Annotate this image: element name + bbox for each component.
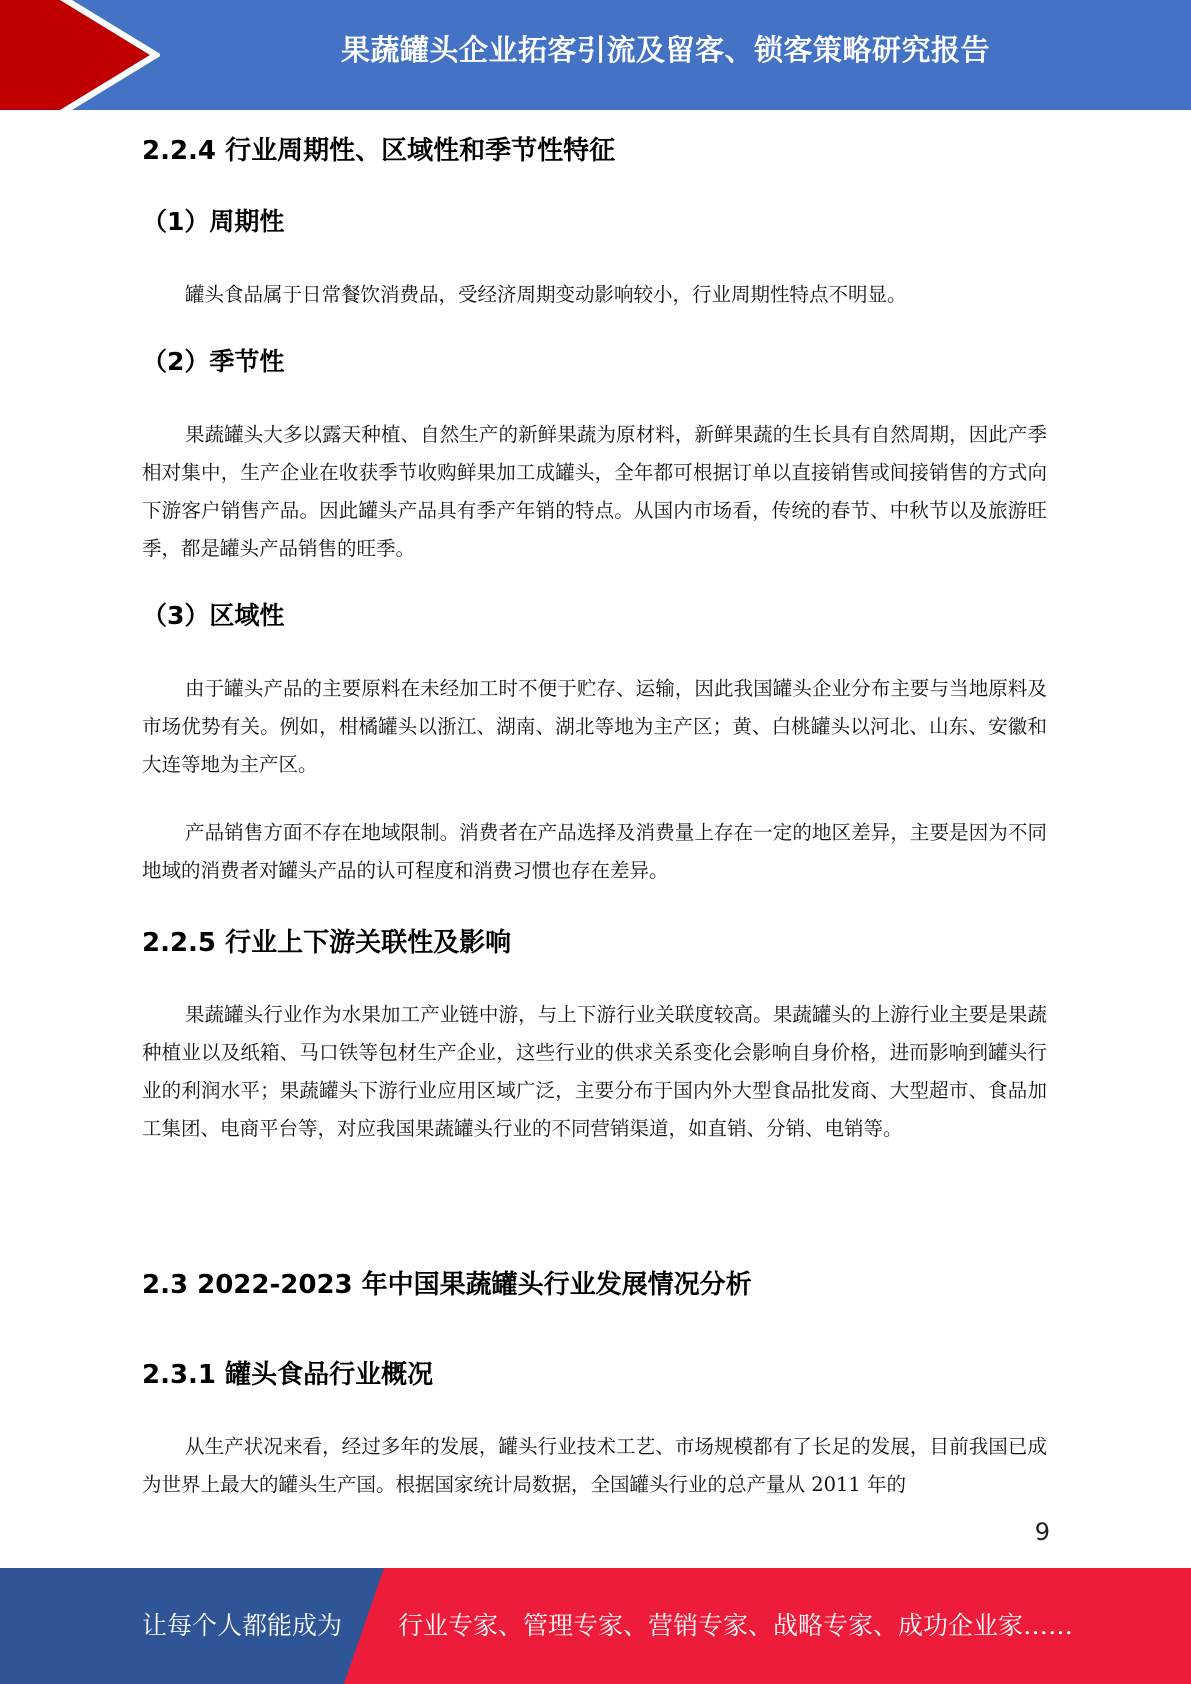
header-arrow-decoration [0,0,160,110]
footer-slogan-right: 行业专家、管理专家、营销专家、战略专家、成功企业家…… [398,1611,1074,1640]
subheading-seasonality: （2）季节性 [142,347,285,376]
section-heading-2-3-1: 2.3.1 罐头食品行业概况 [142,1360,434,1390]
subheading-regionality: （3）区域性 [142,601,285,630]
section-heading-2-3: 2.3 2022-2023 年中国果蔬罐头行业发展情况分析 [142,1270,752,1300]
report-title: 果蔬罐头企业拓客引流及留客、锁客策略研究报告 [340,33,990,67]
paragraph-seasonality: 果蔬罐头大多以露天种植、自然生产的新鲜果蔬为原材料，新鲜果蔬的生长具有自然周期，因此产季相对集中，生产企业在收获季节收购鲜果加工成罐头，全年都可根据订单以直接销售或间接销售的方式向下游客户销售产品。因此罐头产品具有季产年销的特点。从国内市场看，传统的春节、中秋节以及旅游旺季，都是罐头产品销售的旺季。 [142,423,1047,560]
page-header [0,0,1191,110]
paragraph-regionality-2: 产品销售方面不存在地域限制。消费者在产品选择及消费量上存在一定的地区差异，主要是因为不同地域的消费者对罐头产品的认可程度和消费习惯也存在差异。 [142,821,1047,882]
subheading-cyclicality: （1）周期性 [142,207,285,236]
page-footer [0,1568,1191,1684]
section-heading-2-2-4: 2.2.4 行业周期性、区域性和季节性特征 [142,136,616,166]
page-number: 9 [1034,1518,1050,1546]
section-heading-2-2-5: 2.2.5 行业上下游关联性及影响 [142,928,512,958]
paragraph-regionality-1: 由于罐头产品的主要原料在未经加工时不便于贮存、运输，因此我国罐头企业分布主要与当地原料及市场优势有关。例如，柑橘罐头以浙江、湖南、湖北等地为主产区；黄、白桃罐头以河北、山东、安徽和大连等地为主产区。 [142,677,1047,776]
footer-slogan-left: 让每个人都能成为 [142,1611,343,1640]
paragraph-cyclicality: 罐头食品属于日常餐饮消费品，受经济周期变动影响较小，行业周期性特点不明显。 [185,283,907,306]
paragraph-canned-food-overview: 从生产状况来看，经过多年的发展，罐头行业技术工艺、市场规模都有了长足的发展，目前我国已成为世界上最大的罐头生产国。根据国家统计局数据，全国罐头行业的总产量从 2011 年的 [142,1435,1047,1496]
paragraph-upstream-downstream: 果蔬罐头行业作为水果加工产业链中游，与上下游行业关联度较高。果蔬罐头的上游行业主要是果蔬种植业以及纸箱、马口铁等包材生产企业，这些行业的供求关系变化会影响自身价格，进而影响到罐头行业的利润水平；果蔬罐头下游行业应用区域广泛，主要分布于国内外大型食品批发商、大型超市、食品加工集团、电商平台等，对应我国果蔬罐头行业的不同营销渠道，如直销、分销、电销等。 [142,1003,1047,1140]
